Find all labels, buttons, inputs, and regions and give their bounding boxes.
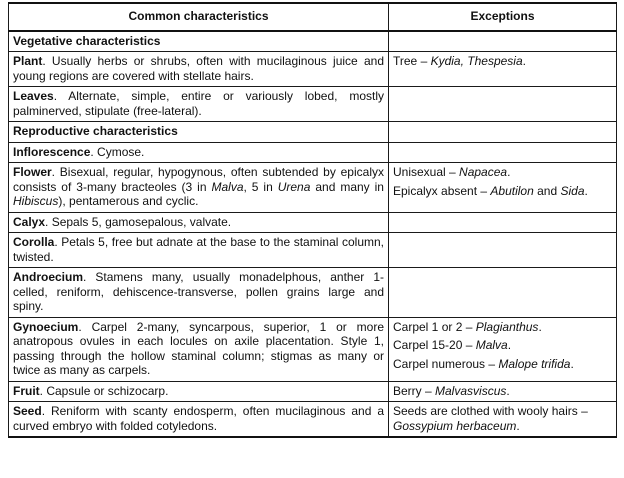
exception-line (393, 184, 612, 199)
exception-cell (389, 402, 617, 438)
taxon-name: Urena (277, 179, 311, 194)
text-run: and (533, 183, 561, 198)
characteristic-term: Inflorescence (13, 144, 91, 159)
exception-cell (389, 142, 617, 163)
table-row (9, 212, 617, 233)
text-run: Carpel numerous – (393, 356, 499, 371)
table-row (9, 87, 617, 122)
text-run: Tree – (393, 54, 431, 68)
characteristic-cell (9, 268, 389, 318)
exception-line (393, 54, 612, 69)
exception-cell (389, 87, 617, 122)
taxon-name: Kydia, Thespesia (430, 54, 523, 68)
exception-line (393, 338, 612, 353)
table-row (9, 163, 617, 213)
section-empty-cell (389, 122, 617, 143)
characteristic-term: Leaves (13, 89, 54, 103)
document-page (8, 2, 616, 438)
exception-line (393, 165, 612, 180)
table-row (9, 52, 617, 87)
text-run: . Capsule or schizocarp. (39, 383, 169, 398)
text-run: Seeds are clothed with wooly hairs – (393, 404, 588, 418)
table-row (9, 233, 617, 268)
table-row (9, 381, 617, 402)
section-heading: Vegetative characteristics (9, 31, 389, 52)
text-run: Carpel 15-20 – (393, 338, 476, 352)
exception-line (393, 357, 612, 372)
taxon-name: Gossypium herbaceum (393, 418, 517, 433)
text-run: . (507, 338, 512, 352)
exception-cell (389, 268, 617, 318)
characteristic-cell (9, 163, 389, 213)
text-run: . Reniform with scanty endosperm, often mucilaginous and a curved embryo with folded cotyledons. (13, 404, 384, 433)
text-run: Berry – (393, 383, 436, 398)
exception-cell (389, 163, 617, 213)
exception-cell (389, 381, 617, 402)
header-exceptions: Exceptions (389, 3, 617, 31)
text-run: . (507, 165, 511, 179)
table-row (9, 317, 617, 381)
taxon-name: Hibiscus (13, 194, 59, 208)
exception-cell (389, 317, 617, 381)
table-row (9, 142, 617, 163)
exception-line (393, 320, 612, 335)
exception-line (393, 404, 612, 433)
text-run: . Alternate, simple, entire or variously lobed, mostly palminerved, stipulate (free-lateral). (13, 89, 384, 118)
taxon-name: Malvasviscus (435, 383, 507, 398)
taxon-name: Malva (475, 338, 508, 352)
taxon-name: Abutilon (490, 183, 534, 198)
taxon-name: Malva (211, 179, 244, 194)
table-body (9, 31, 617, 438)
text-run: . Petals 5, free but adnate at the base to the staminal column, twisted. (13, 235, 384, 264)
characteristic-term: Flower (13, 165, 52, 179)
text-run: . (522, 54, 526, 68)
section-empty-cell (389, 31, 617, 52)
exception-cell (389, 233, 617, 268)
table-header-row (9, 3, 617, 31)
characteristic-term: Fruit (13, 383, 40, 398)
text-run: and many in (310, 179, 384, 194)
characteristic-cell (9, 212, 389, 233)
taxon-name: Napacea (459, 165, 508, 179)
header-common-characteristics: Common characteristics (9, 3, 389, 31)
text-run: , 5 in (243, 179, 278, 194)
text-run: . (538, 319, 542, 334)
text-run: ), pentamerous and cyclic. (58, 194, 199, 208)
section-heading: Reproductive characteristics (9, 122, 389, 143)
taxon-name: Plagianthus (475, 319, 539, 334)
text-run: Unisexual – (393, 165, 460, 179)
text-run: . Usually herbs or shrubs, often with mucilaginous juice and young regions are covered with stellate hairs. (13, 54, 384, 83)
characteristic-cell (9, 402, 389, 438)
text-run: . (570, 356, 574, 371)
section-row (9, 31, 617, 52)
text-run: . Sepals 5, gamosepalous, valvate. (45, 214, 232, 229)
characteristic-cell (9, 233, 389, 268)
characteristic-term: Plant (13, 54, 43, 68)
table-row (9, 402, 617, 438)
characteristic-term: Gynoecium (13, 319, 79, 334)
taxon-name: Sida (560, 183, 585, 198)
text-run: . (506, 383, 510, 398)
characteristic-cell (9, 142, 389, 163)
text-run: . Cymose. (90, 144, 145, 159)
characteristic-term: Androecium (13, 270, 84, 284)
section-row (9, 122, 617, 143)
exception-cell (389, 212, 617, 233)
text-run: . Carpel 2-many, syncarpous, superior, 1 or more anatropous ovules in each locules on axile placentation. Style 1, passing through the hollow staminal column; stigmas as many or twice as many as carpels. (13, 319, 384, 377)
characteristics-table (8, 2, 617, 438)
characteristic-term: Seed (13, 404, 42, 418)
characteristic-term: Corolla (13, 235, 55, 249)
characteristic-cell (9, 52, 389, 87)
taxon-name: Malope trifida (498, 356, 571, 371)
table-row (9, 268, 617, 318)
text-run: Epicalyx absent – (393, 183, 491, 198)
characteristic-cell (9, 317, 389, 381)
text-run: . Stamens many, usually monadelphous, anther 1-celled, reniform, dehiscence-transverse, pollen grains large and spiny. (13, 270, 384, 313)
text-run: . Bisexual, regular, hypogynous, often subtended by epicalyx consists of 3-many bracteoles (3 in (13, 165, 384, 194)
exception-line (393, 384, 612, 399)
text-run: Carpel 1 or 2 – (393, 319, 476, 334)
text-run: . (584, 183, 588, 198)
text-run: . (516, 418, 520, 433)
characteristic-cell (9, 87, 389, 122)
exception-cell (389, 52, 617, 87)
characteristic-term: Calyx (13, 214, 46, 229)
characteristic-cell (9, 381, 389, 402)
